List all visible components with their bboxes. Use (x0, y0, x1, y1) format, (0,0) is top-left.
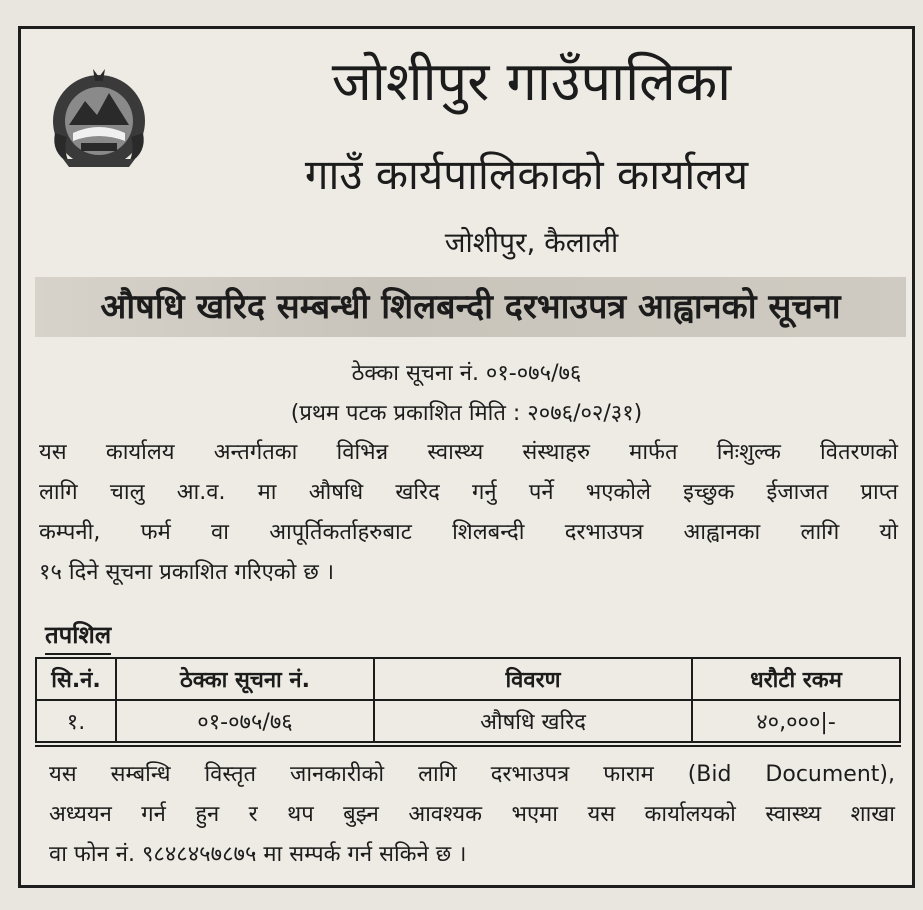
org-name: जोशीपुर गाउँपालिका (331, 50, 732, 113)
cell-serial: १. (36, 700, 116, 742)
nepal-government-emblem-icon (43, 63, 155, 175)
cell-deposit-amount: ४०,०००|- (692, 700, 900, 742)
body-line: लागि चालु आ.व. मा औषधि खरिद गर्नु पर्ने भएकोले इच्छुक ईजाजत प्राप्त (39, 480, 898, 505)
notice-headline: औषधि खरिद सम्बन्धी शिलबन्दी दरभाउपत्र आह्वानको सूचना (100, 287, 841, 327)
footer-line: वा फोन नं. ९८४८४५७८७५ मा सम्पर्क गर्न सकिने छ । (49, 842, 467, 867)
notice-frame (18, 26, 915, 888)
cell-description: औषधि खरिद (374, 700, 692, 742)
column-header-contract-no: ठेक्का सूचना नं. (116, 658, 374, 700)
contact-info (35, 745, 901, 873)
column-header-deposit-amount: धरौटी रकम (692, 658, 900, 700)
body-line: यस कार्यालय अन्तर्गतका विभिन्न स्वास्थ्य संस्थाहरु मार्फत निःशुल्क वितरणको (39, 440, 898, 465)
table-header-row (36, 658, 900, 700)
schedule-title: तपशिल (45, 617, 111, 655)
body-line: कम्पनी, फर्म वा आपूर्तिकर्ताहरुबाट शिलबन्दी दरभाउपत्र आह्वानका लागि यो (39, 520, 898, 545)
footer-line: अध्ययन गर्न हुन र थप बुझ्न आवश्यक भएमा यस कार्यालयको स्वास्थ्य शाखा (49, 802, 895, 827)
schedule-table (35, 657, 901, 743)
column-header-serial: सि.नं. (36, 658, 116, 700)
cell-contract-no: ०१-०७५/७६ (116, 700, 374, 742)
office-address: जोशीपुर, कैलाली (444, 226, 619, 259)
body-line: १५ दिने सूचना प्रकाशित गरिएको छ । (39, 560, 335, 585)
office-name: गाउँ कार्यपालिकाको कार्यालय (304, 150, 749, 199)
first-published-date: (प्रथम पटक प्रकाशित मिति : २०७६/०२/३१) (290, 401, 643, 426)
footer-line: यस सम्बन्धि विस्तृत जानकारीको लागि दरभाउपत्र फाराम (Bid Document), (49, 762, 895, 787)
contract-notice-number: ठेक्का सूचना नं. ०१-०७५/७६ (351, 361, 582, 386)
notice-body (39, 433, 898, 593)
column-header-description: विवरण (374, 658, 692, 700)
table-row (36, 700, 900, 742)
